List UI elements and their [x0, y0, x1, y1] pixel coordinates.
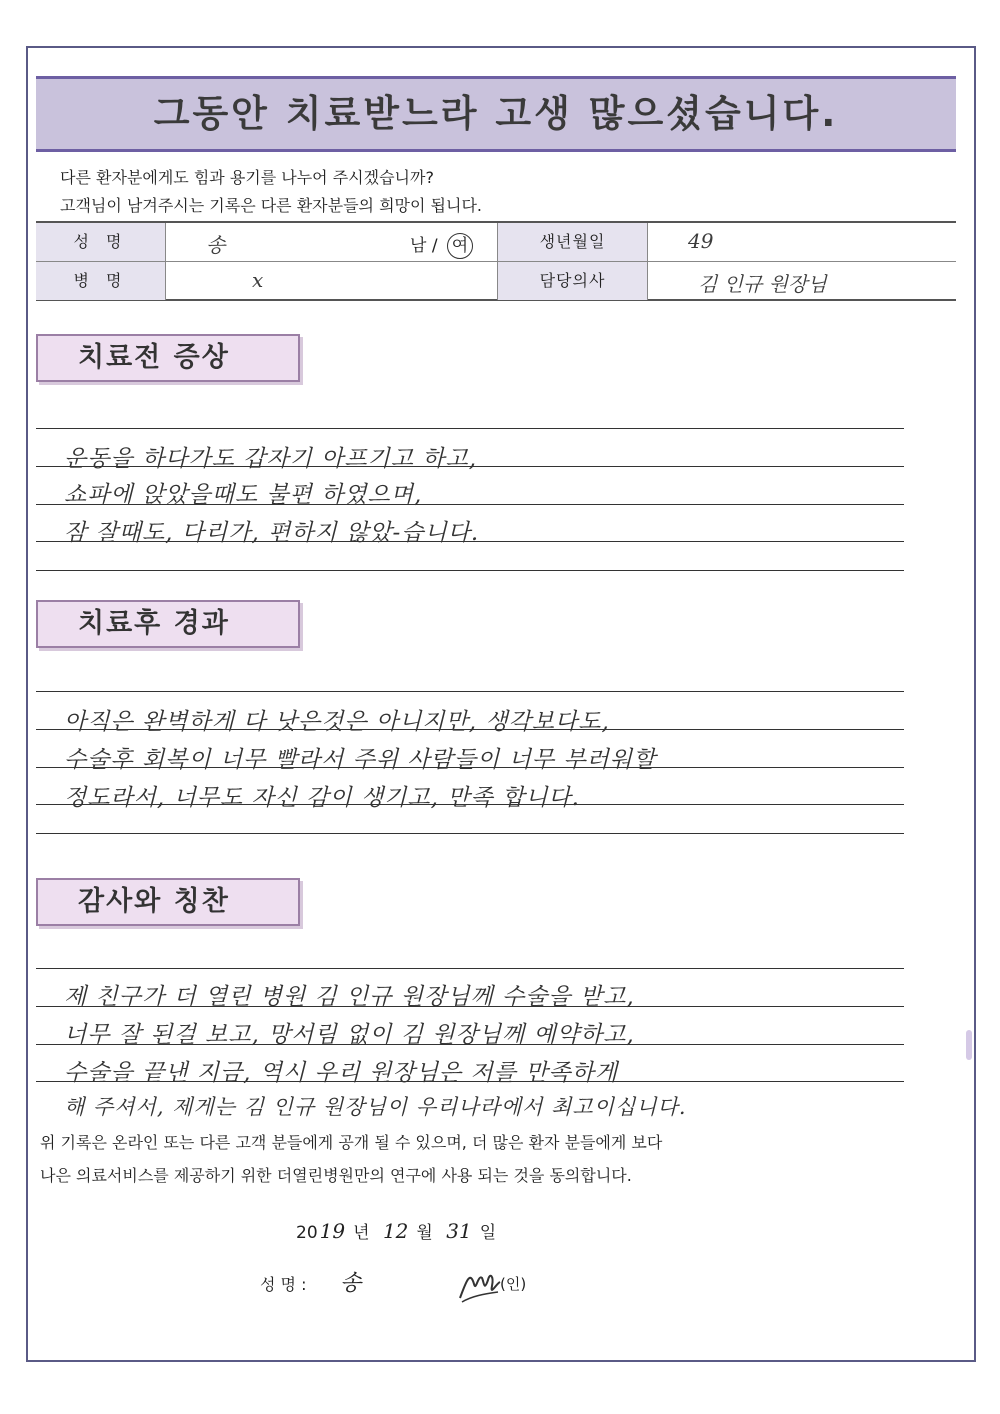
before-line-2: 쇼파에 앉았을때도 불편 하였으며, [64, 482, 423, 508]
ruled-line [36, 968, 904, 969]
gender-female-circled: 여 [447, 233, 473, 259]
gender-male: 남 [410, 236, 427, 256]
gender-separator: / [431, 236, 438, 256]
ruled-line [36, 1006, 904, 1007]
ruled-line [36, 504, 904, 505]
section-heading-after: 치료후 경과 [36, 600, 300, 648]
thanks-line-3: 수술을 끝낸 지금, 역시 우리 원장님은 저를 만족하게 [64, 1060, 619, 1086]
disease-label: 병 명 [36, 262, 166, 300]
signature-name: 송 [340, 1271, 362, 1296]
birth-value: 49 [688, 229, 714, 253]
signature-label: 성 명 : [260, 1275, 307, 1294]
consent-line-2: 나은 의료서비스를 제공하기 위한 더열린병원만의 연구에 사용 되는 것을 동의합니다. [40, 1166, 632, 1185]
intro-line-1: 다른 환자분에게도 힘과 용기를 나누어 주시겠습니까? [60, 168, 434, 187]
info-row-disease [36, 262, 956, 300]
ruled-line [36, 428, 904, 429]
before-line-3: 잠 잘때도, 다리가, 편하지 않았-습니다. [64, 520, 480, 546]
after-line-3: 정도라서, 너무도 자신 감이 생기고, 만족 합니다. [64, 785, 580, 811]
thanks-line-4: 해 주셔서, 제게는 김 인규 원장님이 우리나라에서 최고이십니다. [64, 1095, 687, 1119]
disease-value: x [252, 268, 264, 292]
name-value: 송 [206, 233, 226, 257]
date-row [296, 1218, 496, 1243]
patient-info-table [36, 221, 956, 301]
info-row-name [36, 223, 956, 262]
year-handwritten: 19 [319, 1219, 346, 1243]
title-banner [36, 76, 956, 152]
doctor-field[interactable] [648, 262, 956, 300]
thanks-text-area[interactable] [36, 960, 904, 1120]
before-text-area[interactable] [36, 420, 904, 580]
section-heading-before: 치료전 증상 [36, 334, 300, 382]
ruled-line [36, 691, 904, 692]
ruled-line [36, 466, 904, 467]
doctor-value: 김 인규 원장님 [698, 272, 827, 296]
day-label: 일 [479, 1223, 497, 1243]
thanks-line-2: 너무 잘 된걸 보고, 망서림 없이 김 원장님께 예약하고, [64, 1022, 635, 1048]
ruled-line [36, 833, 904, 834]
gender-selector[interactable] [410, 231, 473, 259]
ruled-line [36, 1081, 904, 1082]
intro-line-2: 고객님이 남겨주시는 기록은 다른 환자분들의 희망이 됩니다. [60, 196, 483, 215]
year-label: 년 [353, 1223, 370, 1243]
ruled-line [36, 767, 904, 768]
ruled-line [36, 570, 904, 571]
after-line-1: 아직은 완벽하게 다 낫은것은 아니지만, 생각보다도, [64, 709, 610, 735]
after-line-2: 수술후 회복이 너무 빨라서 주위 사람들이 너무 부러워할 [64, 747, 657, 773]
ruled-line [36, 1044, 904, 1045]
doctor-label: 담당의사 [498, 262, 648, 300]
thanks-line-1: 제 친구가 더 열린 병원 김 인규 원장님께 수술을 받고, [64, 984, 635, 1010]
consent-line-1: 위 기록은 온라인 또는 다른 고객 분들에게 공개 될 수 있으며, 더 많은 환자 분들에게 보다 [40, 1133, 663, 1152]
month-label: 월 [416, 1223, 433, 1243]
ruled-line [36, 729, 904, 730]
before-line-1: 운동을 하다가도 갑자기 아프기고 하고, [64, 446, 478, 472]
day-handwritten: 31 [446, 1219, 472, 1243]
seal-label: (인) [500, 1275, 527, 1293]
month-handwritten: 12 [382, 1219, 409, 1243]
ruled-line [36, 804, 904, 805]
section-heading-thanks: 감사와 칭찬 [36, 878, 300, 926]
after-text-area[interactable] [36, 683, 904, 843]
year-prefix: 20 [296, 1223, 318, 1243]
birth-label: 생년월일 [498, 223, 648, 261]
ruled-line [36, 541, 904, 542]
signature-scribble-icon [456, 1262, 504, 1310]
highlighter-mark [966, 1030, 972, 1060]
name-label: 성 명 [36, 223, 166, 261]
name-field[interactable] [166, 223, 498, 261]
birth-field[interactable] [648, 223, 956, 261]
page-title: 그동안 치료받느라 고생 많으셨습니다. [153, 92, 839, 135]
disease-field[interactable] [166, 262, 498, 300]
